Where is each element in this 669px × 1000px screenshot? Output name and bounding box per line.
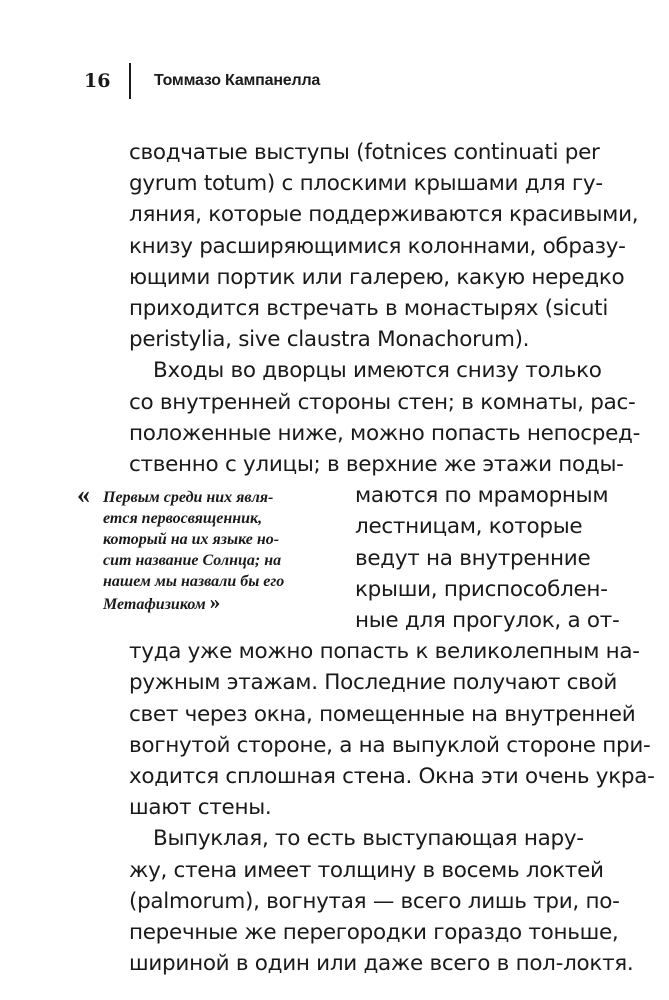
text-line: ружным этажам. Последние получают свой — [129, 670, 618, 696]
text-line: со внутренней стороны стен; в комнаты, рас- — [129, 389, 636, 415]
text-line: туда уже можно попасть к великолепным на- — [129, 639, 640, 665]
pull-quote-line: Метафизиком — [103, 596, 206, 614]
text-line: положенные ниже, можно попасть непосред- — [129, 420, 641, 446]
text-line: ведут на внутренние — [355, 545, 591, 571]
open-quote-mark: « — [77, 480, 90, 510]
text-line: свет через окна, помещенные на внутренней — [129, 701, 636, 727]
text-line: жу, стена имеет толщину в восемь локтей — [129, 857, 604, 883]
close-quote-mark: » — [209, 590, 221, 615]
text-line: ходится сплошная стена. Окна эти очень укра- — [129, 764, 655, 789]
text-line: перечные же перегородки гораздо тоньше, — [129, 920, 619, 945]
text-line: ляния, которые поддерживаются красивыми, — [129, 202, 639, 228]
text-line: книзу расширяющимися колоннами, образу- — [129, 233, 626, 259]
page-number: 16 — [84, 70, 111, 92]
text-line: маются по мраморным — [355, 483, 609, 509]
paragraph-start-line: Входы во дворцы имеются снизу только — [153, 358, 602, 384]
text-line: ные для прогулок, а от- — [355, 608, 620, 633]
text-line: ющими портик или галерею, какую нередко — [129, 264, 625, 290]
text-line: вогнутой стороне, а на выпуклой стороне при- — [129, 732, 651, 758]
text-line: шириной в один или даже всего в пол-локтя. — [129, 951, 634, 977]
header-divider — [129, 63, 131, 99]
text-line: сводчатые выступы (fotnices continuati per — [129, 140, 600, 165]
text-line: gyrum totum) с плоскими крышами для гу- — [129, 171, 603, 197]
paragraph-start-line: Выпуклая, то есть выступающая нару- — [153, 826, 584, 852]
text-line: лестницам, которые — [355, 514, 583, 540]
pull-quote — [77, 480, 358, 615]
text-line: peristylia, sive claustra Monachorum). — [129, 327, 530, 353]
pull-quote-line: сит название Солнца; на — [103, 552, 282, 570]
pull-quote-last-line — [103, 592, 358, 615]
text-line: приходится встречать в монастырях (sicuti — [129, 296, 608, 321]
text-line: (palmorum), вогнутая — всего лишь три, по- — [129, 888, 620, 914]
running-head: Томмазо Кампанелла — [154, 72, 321, 89]
pull-quote-line: который на их языке но- — [103, 531, 280, 549]
text-line: крыши, приспособлен- — [355, 576, 608, 602]
pull-quote-line: ется первосвященник, — [103, 510, 263, 528]
pull-quote-line: Первым среди них явля- — [103, 489, 274, 507]
text-line: ственно с улицы; в верхние же этажи поды- — [129, 452, 624, 477]
text-line: шают стены. — [129, 795, 272, 821]
pull-quote-line: нашем мы назвали бы его — [103, 573, 285, 591]
